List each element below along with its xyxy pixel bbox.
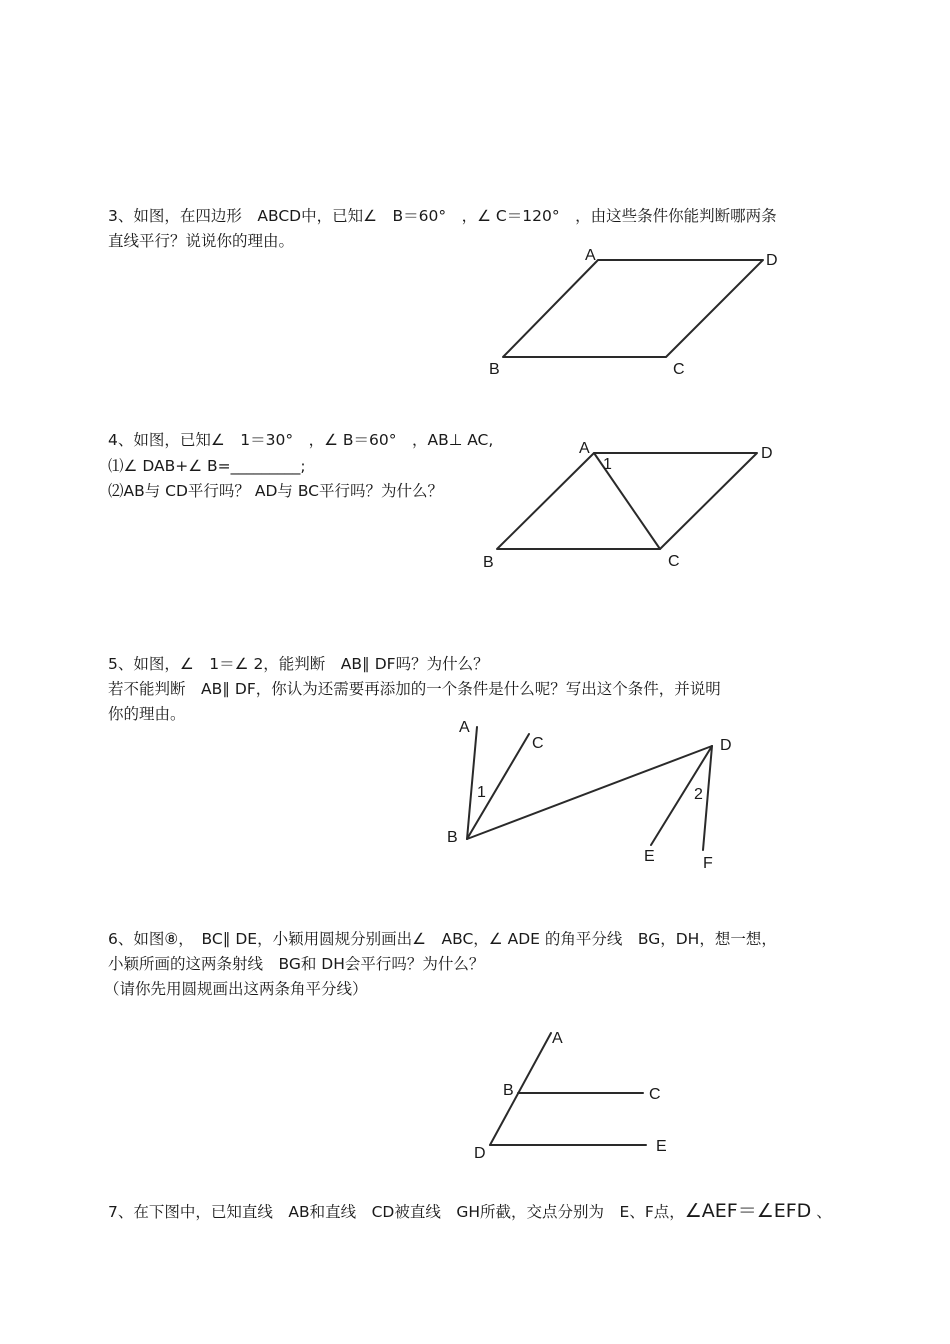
q7-text-part-c: 、: [811, 1203, 832, 1221]
q4-label-c: C: [668, 553, 680, 570]
q6-line-da: [490, 1033, 551, 1145]
q7-text-part-a: 7、在下图中，已知直线 AB和直线 CD被直线 GH所截，交点分别为 E、F点，: [108, 1203, 685, 1221]
q7-text-line-1: [108, 1201, 832, 1222]
q4-label-d: D: [761, 445, 773, 462]
q6-label-c: C: [649, 1086, 661, 1103]
q3-text-line-2: 直线平行？说说你的理由。: [108, 232, 295, 250]
q5-label-f: F: [703, 855, 713, 872]
q5-text-line-2: 若不能判断 AB∥ DF，你认为还需要再添加的一个条件是什么呢？写出这个条件，并说明: [108, 680, 721, 698]
q3-label-d: D: [766, 252, 778, 269]
q6-text-line-2: 小颖所画的这两条射线 BG和 DH会平行吗？为什么？: [108, 955, 485, 973]
q5-text-line-3: 你的理由。: [108, 705, 186, 723]
q4-label-b: B: [483, 554, 494, 571]
q4-label-a: A: [579, 440, 590, 457]
q4-label-angle-1: 1: [603, 456, 612, 473]
q5-label-a: A: [459, 719, 470, 736]
q6-label-a: A: [552, 1030, 563, 1047]
q3-text-line-1: 3、如图，在四边形 ABCD中，已知∠ B＝60° ，∠ C＝120° ，由这些条件你能判断哪两条: [108, 207, 777, 225]
q4-text-line-2: ⑴∠ DAB+∠ B=_________;: [108, 457, 306, 475]
q6-label-e: E: [656, 1138, 667, 1155]
q5-label-d: D: [720, 737, 732, 754]
q7-angle-equation: ∠AEF＝∠EFD: [684, 1200, 812, 1222]
q5-label-angle-1: 1: [477, 784, 486, 801]
q5-label-c: C: [532, 735, 544, 752]
q5-label-e: E: [644, 848, 655, 865]
q3-label-c: C: [673, 361, 685, 378]
q3-label-b: B: [489, 361, 500, 378]
q6-text-line-1: 6、如图⑧， BC∥ DE，小颖用圆规分别画出∠ ABC，∠ ADE 的角平分线 BG，DH，想一想，: [108, 930, 777, 948]
q4-text-line-1: 4、如图，已知∠ 1＝30° ，∠ B＝60° ，AB⊥ AC,: [108, 431, 494, 449]
q5-text-line-1: 5、如图，∠ 1＝∠ 2，能判断 AB∥ DF吗？为什么？: [108, 655, 489, 673]
q6-text-line-3: （请你先用圆规画出这两条角平分线）: [104, 980, 368, 998]
q6-label-b: B: [503, 1082, 514, 1099]
q4-text-line-3: ⑵AB与 CD平行吗？ AD与 BC平行吗？为什么？: [108, 482, 443, 500]
q6-label-d: D: [474, 1145, 486, 1162]
q5-label-b: B: [447, 829, 458, 846]
q3-label-a: A: [585, 247, 596, 264]
q5-label-angle-2: 2: [694, 786, 703, 803]
